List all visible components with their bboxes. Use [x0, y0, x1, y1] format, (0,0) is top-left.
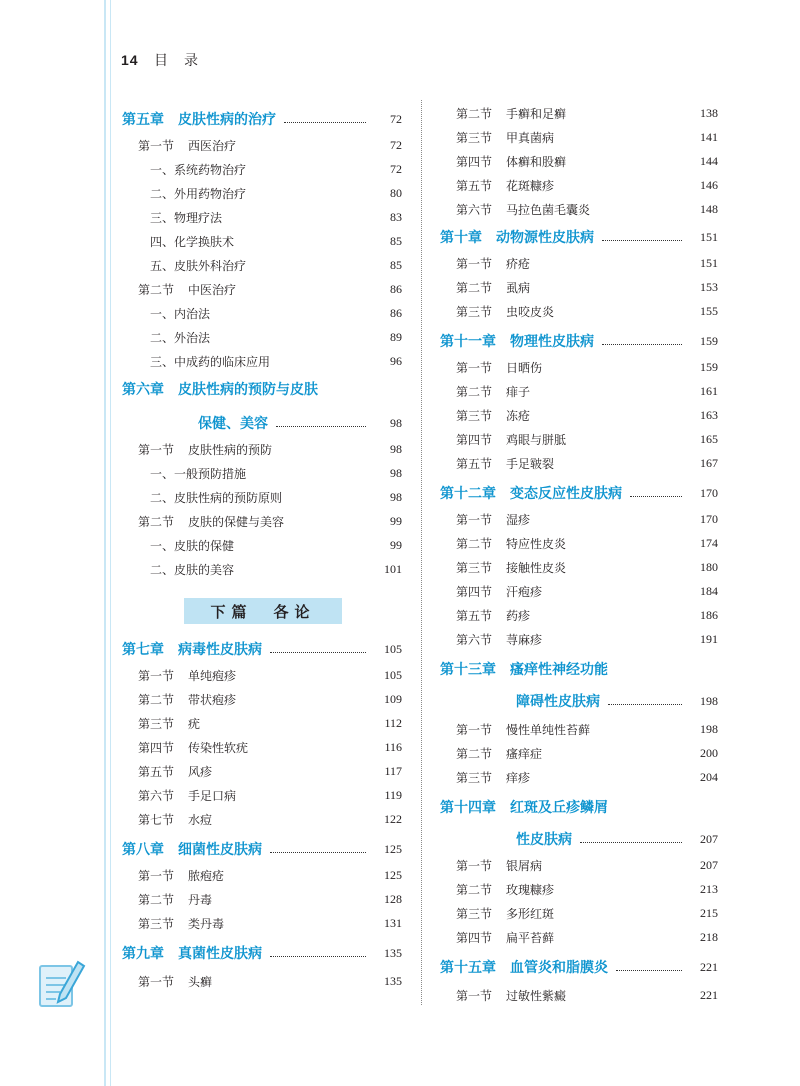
- section-number: 第二节: [456, 536, 493, 551]
- section-title: 瘙痒症: [506, 746, 543, 761]
- toc-subsection-entry[interactable]: [122, 302, 402, 324]
- section-number: 第三节: [456, 130, 493, 145]
- chapter-title: 性皮肤病: [516, 832, 572, 848]
- section-title: 慢性单纯性苔藓: [506, 722, 591, 737]
- section-number: 第二节: [456, 882, 493, 897]
- section-number: 第二节: [456, 384, 493, 399]
- page-number: 125: [384, 867, 402, 882]
- dot-leader: [616, 970, 682, 971]
- subsection-title: 一、内治法: [150, 306, 211, 321]
- section-title: 疣: [188, 716, 201, 731]
- toc-section-entry[interactable]: [440, 628, 718, 650]
- section-number: 第二节: [138, 514, 175, 529]
- section-title: 扁平苔藓: [506, 930, 555, 945]
- section-title: 风疹: [188, 764, 213, 779]
- chapter-title: 第十五章 血管炎和脂膜炎: [440, 960, 608, 976]
- toc-section-entry[interactable]: [440, 742, 718, 764]
- toc-chapter-continuation[interactable]: [440, 828, 718, 850]
- toc-section-entry[interactable]: [440, 854, 718, 876]
- subsection-title: 二、外用药物治疗: [150, 186, 247, 201]
- section-number: 第三节: [138, 916, 175, 931]
- chapter-title: 第十章 动物源性皮肤病: [440, 230, 594, 246]
- page-number: 116: [384, 739, 402, 754]
- section-number: 第四节: [456, 930, 493, 945]
- toc-section-entry[interactable]: [440, 356, 718, 378]
- toc-chapter-continuation[interactable]: [122, 412, 402, 434]
- section-number: 第六节: [456, 202, 493, 217]
- section-number: 第一节: [456, 256, 493, 271]
- section-number: 第四节: [456, 584, 493, 599]
- section-number: 第三节: [456, 408, 493, 423]
- chapter-title: 障碍性皮肤病: [516, 694, 600, 710]
- chapter-title: 第五章 皮肤性病的治疗: [122, 112, 276, 128]
- dot-leader: [608, 704, 682, 705]
- page-number: 184: [700, 583, 718, 598]
- page-number: 198: [700, 721, 718, 736]
- section-number: 第一节: [456, 360, 493, 375]
- toc-section-entry[interactable]: [122, 438, 402, 460]
- dot-leader: [630, 496, 682, 497]
- toc-section-entry[interactable]: [440, 252, 718, 274]
- page-number: 180: [700, 559, 718, 574]
- section-title: 痒疹: [506, 770, 531, 785]
- section-title: 单纯疱疹: [188, 668, 237, 683]
- chapter-title: 第六章 皮肤性病的预防与皮肤: [122, 382, 318, 398]
- section-number: 第三节: [456, 770, 493, 785]
- page-number: 200: [700, 745, 718, 760]
- subsection-title: 三、中成药的临床应用: [150, 354, 271, 369]
- chapter-title: 第十三章 瘙痒性神经功能: [440, 662, 608, 678]
- page-number: 170: [700, 485, 718, 500]
- page-header: [121, 50, 199, 70]
- margin-rule: [104, 0, 106, 1086]
- section-title: 带状疱疹: [188, 692, 237, 707]
- page-number: 146: [700, 177, 718, 192]
- page-number: 207: [700, 857, 718, 872]
- page-number: 80: [390, 185, 402, 200]
- page-number: 138: [700, 105, 718, 120]
- page-number: 215: [700, 905, 718, 920]
- toc-section-entry[interactable]: [440, 984, 718, 1006]
- section-number: 第二节: [456, 106, 493, 121]
- toc-chapter-entry[interactable]: [122, 838, 402, 860]
- dot-leader: [284, 122, 366, 123]
- section-title: 甲真菌病: [506, 130, 555, 145]
- section-title: 中医治疗: [188, 282, 237, 297]
- toc-section-entry[interactable]: [440, 580, 718, 602]
- section-number: 第二节: [138, 892, 175, 907]
- toc-subsection-entry[interactable]: [122, 486, 402, 508]
- toc-section-entry[interactable]: [440, 174, 718, 196]
- page-number: 117: [384, 763, 402, 778]
- dot-leader: [270, 956, 366, 957]
- subsection-title: 一、系统药物治疗: [150, 162, 247, 177]
- section-number: 第四节: [456, 432, 493, 447]
- section-number: 第二节: [138, 692, 175, 707]
- toc-chapter-entry[interactable]: [440, 330, 718, 352]
- toc-chapter-entry[interactable]: [122, 378, 402, 400]
- page-number: 198: [700, 693, 718, 708]
- subsection-title: 五、皮肤外科治疗: [150, 258, 247, 273]
- section-title: 虱病: [506, 280, 531, 295]
- toc-subsection-entry[interactable]: [122, 254, 402, 276]
- page-number: 167: [700, 455, 718, 470]
- page-number: 86: [390, 281, 402, 296]
- section-number: 第一节: [456, 512, 493, 527]
- page-number: 165: [700, 431, 718, 446]
- page-number: 174: [700, 535, 718, 550]
- page-number: 221: [700, 959, 718, 974]
- margin-rule-thin: [110, 0, 111, 1086]
- section-title: 手足口病: [188, 788, 237, 803]
- section-banner: 下篇 各论: [184, 598, 342, 624]
- section-title: 类丹毒: [188, 916, 225, 931]
- toc-section-entry[interactable]: [122, 736, 402, 758]
- page-number: 159: [700, 359, 718, 374]
- toc-section-entry[interactable]: [440, 404, 718, 426]
- toc-section-entry[interactable]: [440, 198, 718, 220]
- page-number: 125: [384, 841, 402, 856]
- section-number: 第二节: [456, 746, 493, 761]
- dot-leader: [580, 842, 682, 843]
- page-number: 170: [700, 511, 718, 526]
- section-number: 第一节: [138, 668, 175, 683]
- section-number: 第一节: [456, 988, 493, 1003]
- section-title: 手足皲裂: [506, 456, 555, 471]
- section-title: 花斑糠疹: [506, 178, 555, 193]
- section-number: 第三节: [138, 716, 175, 731]
- section-title: 过敏性紫癜: [506, 988, 567, 1003]
- toc-chapter-entry[interactable]: [122, 638, 402, 660]
- page-number: 207: [700, 831, 718, 846]
- toc-section-entry[interactable]: [440, 902, 718, 924]
- toc-chapter-entry[interactable]: [440, 796, 718, 818]
- toc-subsection-entry[interactable]: [122, 558, 402, 580]
- section-number: 第一节: [456, 722, 493, 737]
- chapter-title: 第十一章 物理性皮肤病: [440, 334, 594, 350]
- page-number: 161: [700, 383, 718, 398]
- toc-section-entry[interactable]: [122, 510, 402, 532]
- section-number: 第一节: [138, 868, 175, 883]
- toc-chapter-entry[interactable]: [122, 942, 402, 964]
- toc-chapter-entry[interactable]: [440, 226, 718, 248]
- page-number: 204: [700, 769, 718, 784]
- toc-section-entry[interactable]: [440, 718, 718, 740]
- section-number: 第五节: [456, 456, 493, 471]
- page-number: 83: [390, 209, 402, 224]
- section-number: 第四节: [138, 740, 175, 755]
- section-title: 手癣和足癣: [506, 106, 567, 121]
- section-title: 鸡眼与胼胝: [506, 432, 567, 447]
- section-title: 特应性皮炎: [506, 536, 567, 551]
- section-number: 第一节: [138, 442, 175, 457]
- toc-section-entry[interactable]: [122, 712, 402, 734]
- chapter-title: 保健、美容: [198, 416, 268, 432]
- toc-section-entry[interactable]: [440, 878, 718, 900]
- toc-section-entry[interactable]: [122, 808, 402, 830]
- page-number: 119: [384, 787, 402, 802]
- page-number: 85: [390, 257, 402, 272]
- page-number: 135: [384, 973, 402, 988]
- chapter-title: 第七章 病毒性皮肤病: [122, 642, 262, 658]
- toc-section-entry[interactable]: [122, 784, 402, 806]
- toc-section-entry[interactable]: [440, 126, 718, 148]
- section-title: 荨麻疹: [506, 632, 543, 647]
- toc-subsection-entry[interactable]: [122, 326, 402, 348]
- page-number: 86: [390, 305, 402, 320]
- page-number: 153: [700, 279, 718, 294]
- page-number: 89: [390, 329, 402, 344]
- toc-chapter-entry[interactable]: [440, 482, 718, 504]
- notebook-pencil-icon: [36, 952, 86, 1012]
- subsection-title: 二、外治法: [150, 330, 211, 345]
- toc-chapter-entry[interactable]: [440, 956, 718, 978]
- page-number: 98: [390, 415, 402, 430]
- page-number: 131: [384, 915, 402, 930]
- section-number: 第五节: [456, 608, 493, 623]
- toc-section-entry[interactable]: [440, 452, 718, 474]
- section-number: 第一节: [138, 974, 175, 989]
- section-title: 体癣和股癣: [506, 154, 567, 169]
- page-number: 105: [384, 641, 402, 656]
- section-title: 痱子: [506, 384, 531, 399]
- section-number: 第一节: [138, 138, 175, 153]
- toc-section-entry[interactable]: [440, 766, 718, 788]
- subsection-title: 三、物理疗法: [150, 210, 223, 225]
- chapter-title: 第十四章 红斑及丘疹鳞屑: [440, 800, 608, 816]
- dot-leader: [270, 852, 366, 853]
- section-title: 玫瑰糠疹: [506, 882, 555, 897]
- page-title: 目 录: [154, 53, 200, 69]
- toc-section-entry[interactable]: [440, 428, 718, 450]
- page-number: 112: [384, 715, 402, 730]
- toc-section-entry[interactable]: [440, 380, 718, 402]
- toc-section-entry[interactable]: [440, 926, 718, 948]
- toc-section-entry[interactable]: [440, 532, 718, 554]
- chapter-title: 第八章 细菌性皮肤病: [122, 842, 262, 858]
- page-number: 128: [384, 891, 402, 906]
- section-title: 接触性皮炎: [506, 560, 567, 575]
- section-number: 第二节: [456, 280, 493, 295]
- page-number: 218: [700, 929, 718, 944]
- page-number: 135: [384, 945, 402, 960]
- section-title: 皮肤的保健与美容: [188, 514, 285, 529]
- section-number: 第五节: [456, 178, 493, 193]
- section-title: 冻疮: [506, 408, 531, 423]
- section-title: 马拉色菌毛囊炎: [506, 202, 591, 217]
- dot-leader: [270, 652, 366, 653]
- section-title: 丹毒: [188, 892, 213, 907]
- page-number: 163: [700, 407, 718, 422]
- page-number: 221: [700, 987, 718, 1002]
- page-number: 213: [700, 881, 718, 896]
- toc-section-entry[interactable]: [122, 278, 402, 300]
- section-number: 第六节: [138, 788, 175, 803]
- section-title: 湿疹: [506, 512, 531, 527]
- toc-chapter-entry[interactable]: [122, 108, 402, 130]
- page-number: 72: [390, 137, 402, 152]
- toc-subsection-entry[interactable]: [122, 230, 402, 252]
- toc-section-entry[interactable]: [122, 888, 402, 910]
- page-number: 151: [700, 255, 718, 270]
- section-number: 第六节: [456, 632, 493, 647]
- toc-section-entry[interactable]: [122, 664, 402, 686]
- dot-leader: [602, 344, 682, 345]
- page-number: 14: [121, 52, 139, 68]
- page-number: 144: [700, 153, 718, 168]
- page-number: 155: [700, 303, 718, 318]
- toc-subsection-entry[interactable]: [122, 158, 402, 180]
- page-number: 98: [390, 465, 402, 480]
- section-number: 第七节: [138, 812, 175, 827]
- section-number: 第三节: [456, 560, 493, 575]
- section-number: 第三节: [456, 304, 493, 319]
- page-number: 159: [700, 333, 718, 348]
- toc-subsection-entry[interactable]: [122, 182, 402, 204]
- toc-section-entry[interactable]: [440, 508, 718, 530]
- toc-section-entry[interactable]: [440, 604, 718, 626]
- subsection-title: 二、皮肤的美容: [150, 562, 235, 577]
- toc-section-entry[interactable]: [122, 864, 402, 886]
- section-number: 第一节: [456, 858, 493, 873]
- section-title: 水痘: [188, 812, 213, 827]
- toc-subsection-entry[interactable]: [122, 534, 402, 556]
- page-number: 141: [700, 129, 718, 144]
- section-number: 第五节: [138, 764, 175, 779]
- section-title: 疥疮: [506, 256, 531, 271]
- section-title: 头癣: [188, 974, 213, 989]
- page-number: 98: [390, 489, 402, 504]
- page-number: 191: [700, 631, 718, 646]
- chapter-title: 第九章 真菌性皮肤病: [122, 946, 262, 962]
- toc-chapter-entry[interactable]: [440, 658, 718, 680]
- toc-subsection-entry[interactable]: [122, 462, 402, 484]
- section-title: 日晒伤: [506, 360, 543, 375]
- page-number: 148: [700, 201, 718, 216]
- subsection-title: 一、一般预防措施: [150, 466, 247, 481]
- section-title: 多形红斑: [506, 906, 555, 921]
- toc-section-entry[interactable]: [122, 134, 402, 156]
- section-title: 皮肤性病的预防: [188, 442, 273, 457]
- dot-leader: [602, 240, 682, 241]
- page-number: 99: [390, 537, 402, 552]
- subsection-title: 四、化学换肤术: [150, 234, 235, 249]
- section-title: 西医治疗: [188, 138, 237, 153]
- toc-subsection-entry[interactable]: [122, 350, 402, 372]
- toc-chapter-continuation[interactable]: [440, 690, 718, 712]
- toc-section-entry[interactable]: [440, 102, 718, 124]
- subsection-title: 二、皮肤性病的预防原则: [150, 490, 283, 505]
- page-number: 72: [390, 161, 402, 176]
- page-number: 96: [390, 353, 402, 368]
- section-title: 药疹: [506, 608, 531, 623]
- section-title: 汗疱疹: [506, 584, 543, 599]
- page-number: 85: [390, 233, 402, 248]
- toc-section-entry[interactable]: [440, 276, 718, 298]
- toc-section-entry[interactable]: [122, 688, 402, 710]
- page-number: 122: [384, 811, 402, 826]
- toc-section-entry[interactable]: [122, 912, 402, 934]
- toc-subsection-entry[interactable]: [122, 206, 402, 228]
- page-number: 101: [384, 561, 402, 576]
- section-number: 第四节: [456, 154, 493, 169]
- page-number: 99: [390, 513, 402, 528]
- section-number: 第三节: [456, 906, 493, 921]
- toc-section-entry[interactable]: [440, 556, 718, 578]
- section-title: 银屑病: [506, 858, 543, 873]
- column-divider: [421, 100, 422, 1005]
- toc-section-entry[interactable]: [440, 300, 718, 322]
- page-number: 109: [384, 691, 402, 706]
- page-number: 72: [390, 111, 402, 126]
- section-title: 虫咬皮炎: [506, 304, 555, 319]
- section-number: 第二节: [138, 282, 175, 297]
- toc-section-entry[interactable]: [122, 970, 402, 992]
- section-title: 脓疱疮: [188, 868, 225, 883]
- toc-section-entry[interactable]: [440, 150, 718, 172]
- subsection-title: 一、皮肤的保健: [150, 538, 235, 553]
- dot-leader: [276, 426, 366, 427]
- section-title: 传染性软疣: [188, 740, 249, 755]
- chapter-title: 第十二章 变态反应性皮肤病: [440, 486, 622, 502]
- page-number: 98: [390, 441, 402, 456]
- page-number: 105: [384, 667, 402, 682]
- page-number: 151: [700, 229, 718, 244]
- toc-section-entry[interactable]: [122, 760, 402, 782]
- page-number: 186: [700, 607, 718, 622]
